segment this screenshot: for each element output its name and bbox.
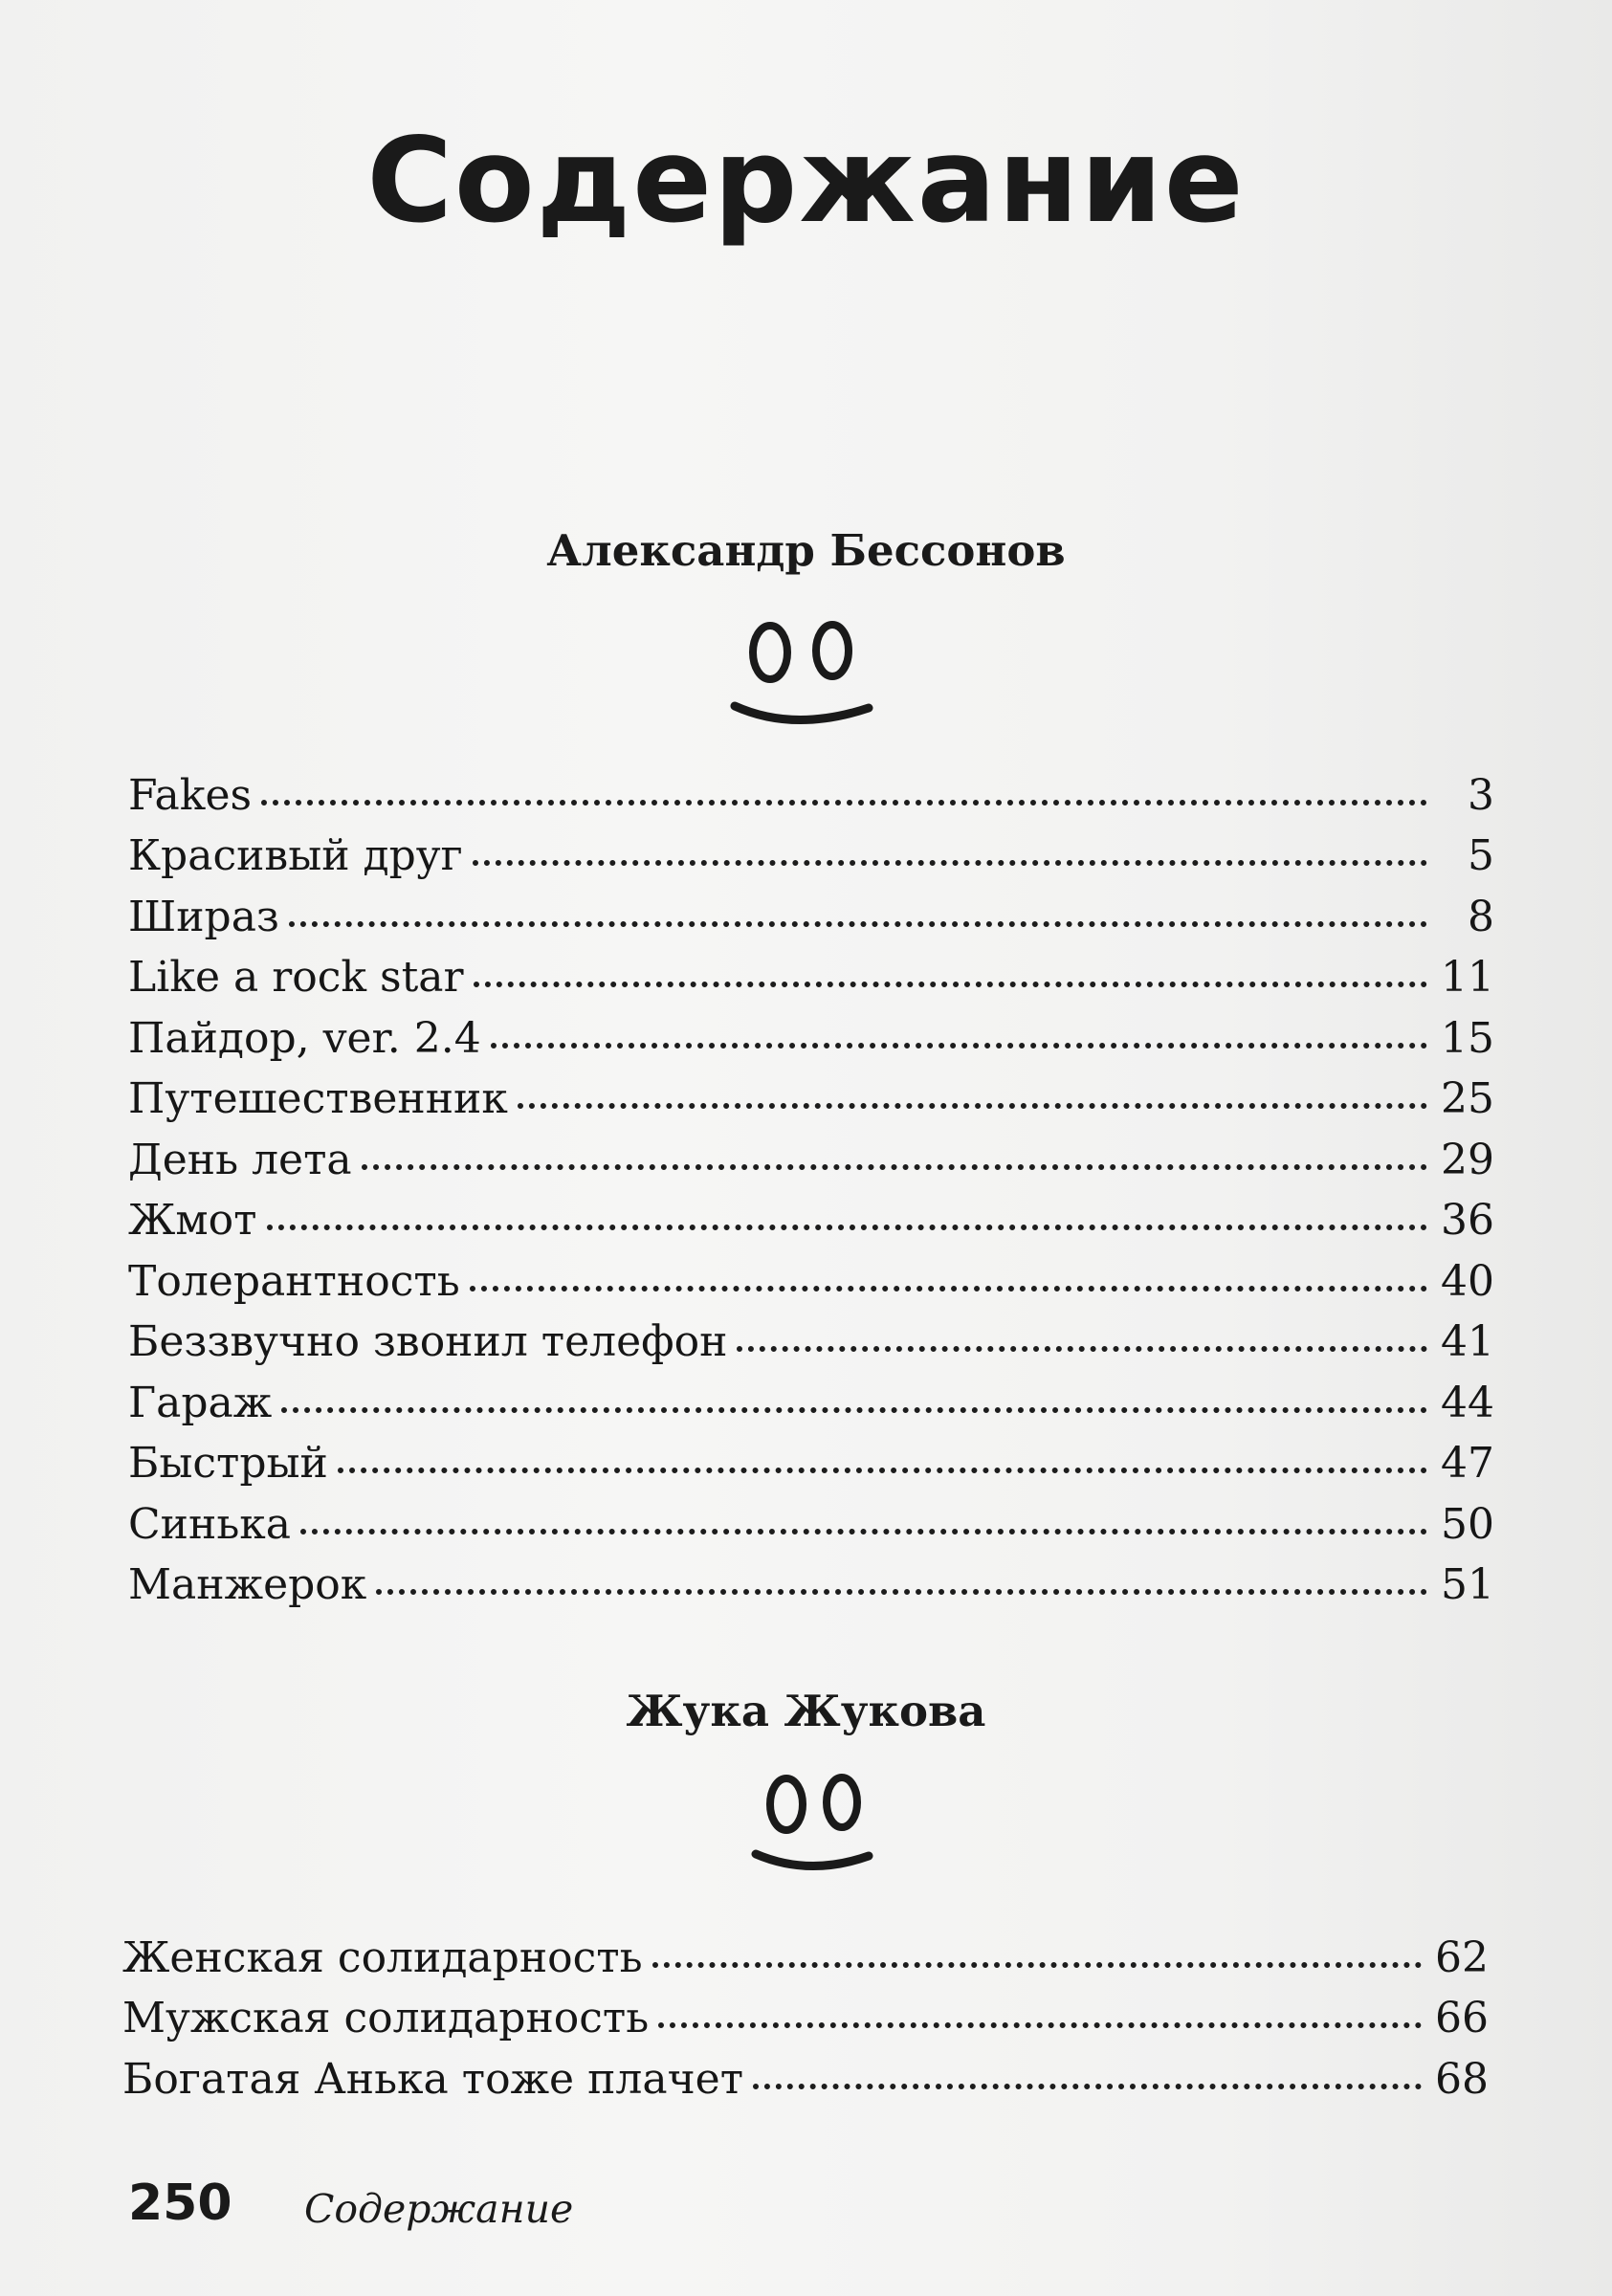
toc-entry-title: Мужская солидарность bbox=[122, 1994, 650, 2042]
dot-leader bbox=[470, 1286, 1427, 1292]
toc-entry-title: Беззвучно звонил телефон bbox=[128, 1317, 728, 1366]
toc-entry bbox=[128, 953, 1494, 1002]
dot-leader bbox=[300, 1529, 1427, 1534]
footer-running-title: Содержание bbox=[304, 2186, 574, 2232]
toc-entry-page: 50 bbox=[1441, 1500, 1494, 1549]
dot-leader bbox=[362, 1164, 1427, 1170]
toc-entry bbox=[122, 1933, 1489, 1982]
toc-entry bbox=[128, 893, 1494, 941]
dot-leader bbox=[289, 921, 1427, 927]
toc-entry bbox=[128, 1196, 1494, 1245]
toc-entry bbox=[128, 831, 1494, 880]
dot-leader bbox=[376, 1589, 1427, 1595]
toc-entry-page: 8 bbox=[1468, 893, 1494, 941]
dot-leader bbox=[491, 1043, 1427, 1049]
toc-entry bbox=[128, 1379, 1494, 1427]
toc-entry-page: 68 bbox=[1435, 2055, 1489, 2104]
toc-entry-title: Красивый друг bbox=[128, 831, 463, 880]
toc-entry-title: Fakes bbox=[128, 771, 253, 820]
toc-entry-title: Синька bbox=[128, 1500, 292, 1549]
toc-entry-page: 51 bbox=[1441, 1560, 1494, 1609]
toc-entry-title: Богатая Анька тоже плачет bbox=[122, 2055, 744, 2104]
toc-entry-page: 15 bbox=[1441, 1014, 1494, 1063]
toc-entry-title: Быстрый bbox=[128, 1439, 328, 1488]
toc-entry bbox=[122, 1994, 1489, 2042]
toc-entry bbox=[128, 1317, 1494, 1366]
toc-entry bbox=[122, 2055, 1489, 2104]
toc-entry-title: День лета bbox=[128, 1136, 352, 1184]
toc-entry-title: Пайдор, ver. 2.4 bbox=[128, 1014, 481, 1063]
toc-entry-page: 47 bbox=[1441, 1439, 1494, 1488]
toc-entry-title: Гараж bbox=[128, 1379, 273, 1427]
footer-page-number: 250 bbox=[128, 2175, 232, 2232]
dot-leader bbox=[261, 800, 1427, 806]
toc-entry-title: Манжерок bbox=[128, 1560, 367, 1609]
toc-entry-page: 25 bbox=[1441, 1074, 1494, 1123]
dot-leader bbox=[518, 1103, 1427, 1109]
dot-leader bbox=[267, 1225, 1428, 1230]
dot-leader bbox=[338, 1468, 1427, 1473]
toc-entry-page: 62 bbox=[1435, 1933, 1489, 1982]
dot-leader bbox=[753, 2084, 1422, 2089]
toc-entry bbox=[128, 1500, 1494, 1549]
toc-entry bbox=[128, 1074, 1494, 1123]
toc-entry-page: 36 bbox=[1441, 1196, 1494, 1245]
dot-leader bbox=[737, 1346, 1427, 1352]
toc-entry-page: 41 bbox=[1441, 1317, 1494, 1366]
toc-entry bbox=[128, 1439, 1494, 1488]
toc-entry bbox=[128, 771, 1494, 820]
toc-entry-page: 11 bbox=[1441, 953, 1494, 1002]
dot-leader bbox=[473, 860, 1427, 866]
dot-leader bbox=[281, 1407, 1427, 1413]
toc-entry-title: Жмот bbox=[128, 1196, 257, 1245]
toc-entry-title: Толерантность bbox=[128, 1257, 460, 1306]
section-author-bessonov: Александр Бессонов bbox=[546, 525, 1066, 576]
toc-entry bbox=[128, 1560, 1494, 1609]
toc-entry-title: Like a rock star bbox=[128, 953, 464, 1002]
toc-entry bbox=[128, 1257, 1494, 1306]
dot-leader bbox=[474, 982, 1427, 987]
toc-entry bbox=[128, 1014, 1494, 1063]
toc-entry-page: 3 bbox=[1468, 771, 1494, 820]
toc-entry-page: 5 bbox=[1468, 831, 1494, 880]
toc-entry-title: Путешественник bbox=[128, 1074, 508, 1123]
toc-entry-page: 66 bbox=[1435, 1994, 1489, 2042]
page-title: Содержание bbox=[366, 113, 1246, 249]
toc-entry-title: Шираз bbox=[128, 893, 279, 941]
smiley-face-icon bbox=[727, 612, 880, 737]
smiley-face-icon bbox=[746, 1766, 880, 1885]
section-author-zhukova: Жука Жукова bbox=[626, 1686, 986, 1736]
dot-leader bbox=[658, 2022, 1422, 2028]
toc-entry bbox=[128, 1136, 1494, 1184]
toc-entry-page: 29 bbox=[1441, 1136, 1494, 1184]
toc-entry-title: Женская солидарность bbox=[122, 1933, 643, 1982]
toc-entry-page: 44 bbox=[1441, 1379, 1494, 1427]
toc-entry-page: 40 bbox=[1441, 1257, 1494, 1306]
dot-leader bbox=[652, 1962, 1422, 1968]
